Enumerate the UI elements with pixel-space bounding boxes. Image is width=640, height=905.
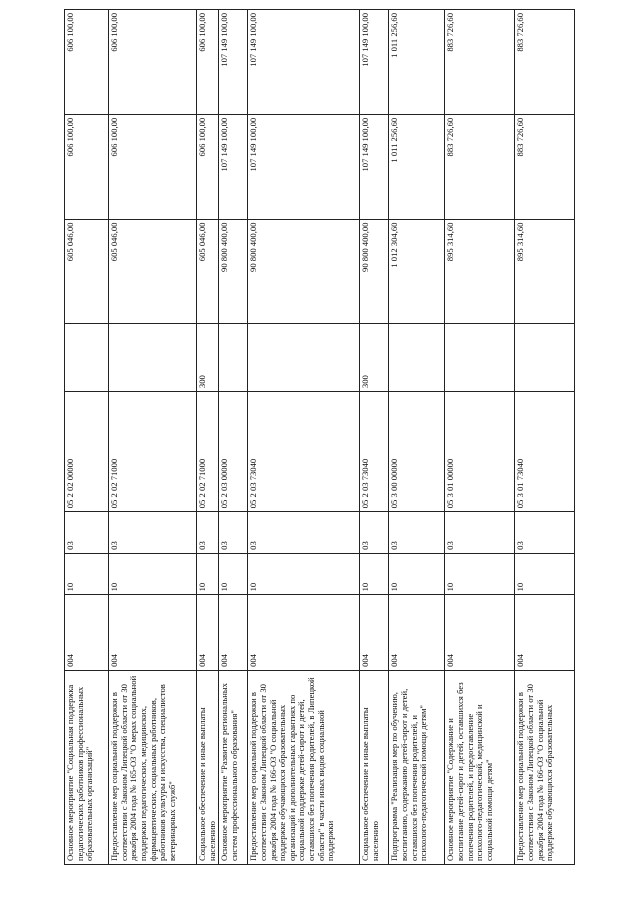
amount-year-1: 605 046,00 bbox=[109, 219, 197, 324]
subsection-code: 03 bbox=[248, 512, 360, 554]
admin-code: 004 bbox=[219, 595, 248, 670]
target-article-code: 05 2 03 73040 bbox=[248, 392, 360, 512]
row-name: Предоставление мер социальной поддержки в соответствии с Законом Липецкой области от 30 декабря 2004 года № 166-ОЗ "О социальной поддержке обучающихся образовательных организаций и дополнительных гарантиях по социальной поддержке детей-сирот и детей, оставшихся без попечения родителей, в Липецкой области" в части иных видов социальной поддержки bbox=[248, 670, 360, 864]
rotated-table-frame bbox=[64, 9, 555, 865]
subsection-code: 03 bbox=[515, 512, 575, 554]
amount-year-3: 1 011 256,60 bbox=[389, 10, 445, 115]
row-name: Основное мероприятие "Социальная поддержка педагогических работников профессиональных образовательных организаций" bbox=[65, 670, 109, 864]
subsection-code: 03 bbox=[445, 512, 515, 554]
target-article-code: 05 3 01 00000 bbox=[445, 392, 515, 512]
amount-year-2: 107 149 100,00 bbox=[248, 114, 360, 219]
subsection-code: 03 bbox=[389, 512, 445, 554]
row-name: Подпрограмма "Реализация мер по обучению, воспитанию, содержанию детей-сирот и детей, оставшихся без попечения родителей, и психолого-педагогической помощи детям" bbox=[389, 670, 445, 864]
section-code: 10 bbox=[109, 553, 197, 595]
target-article-code: 05 2 03 73040 bbox=[360, 392, 389, 512]
section-code: 10 bbox=[197, 553, 219, 595]
budget-table bbox=[64, 9, 575, 865]
table-row bbox=[515, 10, 575, 865]
expense-type-code bbox=[109, 324, 197, 392]
admin-code: 004 bbox=[515, 595, 575, 670]
table-row bbox=[219, 10, 248, 865]
section-code: 10 bbox=[219, 553, 248, 595]
row-name: Предоставление мер социальной поддержки в соответствии с Законом Липецкой области от 30 декабря 2004 года № 166-ОЗ "О социальной поддержке обучающихся образовательных bbox=[515, 670, 575, 864]
amount-year-3: 606 100,00 bbox=[197, 10, 219, 115]
amount-year-1: 895 314,60 bbox=[515, 219, 575, 324]
amount-year-1: 90 800 400,00 bbox=[360, 219, 389, 324]
subsection-code: 03 bbox=[109, 512, 197, 554]
admin-code: 004 bbox=[389, 595, 445, 670]
subsection-code: 03 bbox=[219, 512, 248, 554]
amount-year-3: 883 726,60 bbox=[445, 10, 515, 115]
section-code: 10 bbox=[65, 553, 109, 595]
target-article-code: 05 2 02 71000 bbox=[197, 392, 219, 512]
admin-code: 004 bbox=[197, 595, 219, 670]
admin-code: 004 bbox=[65, 595, 109, 670]
amount-year-3: 107 149 100,00 bbox=[360, 10, 389, 115]
expense-type-code bbox=[515, 324, 575, 392]
table-row bbox=[389, 10, 445, 865]
target-article-code: 05 3 01 73040 bbox=[515, 392, 575, 512]
amount-year-2: 606 100,00 bbox=[109, 114, 197, 219]
amount-year-1: 605 046,00 bbox=[65, 219, 109, 324]
amount-year-3: 606 100,00 bbox=[65, 10, 109, 115]
amount-year-3: 606 100,00 bbox=[109, 10, 197, 115]
table-row bbox=[65, 10, 109, 865]
target-article-code: 05 3 00 00000 bbox=[389, 392, 445, 512]
table-row bbox=[197, 10, 219, 865]
subsection-code: 03 bbox=[65, 512, 109, 554]
admin-code: 004 bbox=[109, 595, 197, 670]
amount-year-2: 606 100,00 bbox=[65, 114, 109, 219]
amount-year-1: 605 046,00 bbox=[197, 219, 219, 324]
target-article-code: 05 2 03 00000 bbox=[219, 392, 248, 512]
row-name: Социальное обеспечение и иные выплаты населению bbox=[360, 670, 389, 864]
expense-type-code bbox=[248, 324, 360, 392]
expense-type-code bbox=[445, 324, 515, 392]
table-row bbox=[445, 10, 515, 865]
table-row bbox=[360, 10, 389, 865]
expense-type-code: 300 bbox=[360, 324, 389, 392]
amount-year-1: 895 314,60 bbox=[445, 219, 515, 324]
amount-year-2: 107 149 100,00 bbox=[219, 114, 248, 219]
admin-code: 004 bbox=[445, 595, 515, 670]
amount-year-1: 90 800 400,00 bbox=[219, 219, 248, 324]
amount-year-2: 883 726,60 bbox=[515, 114, 575, 219]
row-name: Основное мероприятие "Развитие региональных систем профессионального образования" bbox=[219, 670, 248, 864]
amount-year-3: 107 149 100,00 bbox=[248, 10, 360, 115]
section-code: 10 bbox=[360, 553, 389, 595]
amount-year-2: 107 149 100,00 bbox=[360, 114, 389, 219]
row-name: Предоставление мер социальной поддержки в соответствии с Законом Липецкой области от 30 декабря 2004 года № 165-ОЗ "О мерах социальной поддержки педагогических, медицинских, фармацевтических, социальных работников, работников культуры и искусства, специалистов ветеринарных служб" bbox=[109, 670, 197, 864]
admin-code: 004 bbox=[248, 595, 360, 670]
target-article-code: 05 2 02 71000 bbox=[109, 392, 197, 512]
target-article-code: 05 2 02 00000 bbox=[65, 392, 109, 512]
table-row bbox=[109, 10, 197, 865]
amount-year-2: 606 100,00 bbox=[197, 114, 219, 219]
table-row bbox=[248, 10, 360, 865]
amount-year-3: 107 149 100,00 bbox=[219, 10, 248, 115]
expense-type-code bbox=[65, 324, 109, 392]
section-code: 10 bbox=[389, 553, 445, 595]
expense-type-code bbox=[219, 324, 248, 392]
amount-year-1: 1 012 304,60 bbox=[389, 219, 445, 324]
subsection-code: 03 bbox=[360, 512, 389, 554]
section-code: 10 bbox=[515, 553, 575, 595]
expense-type-code bbox=[389, 324, 445, 392]
section-code: 10 bbox=[248, 553, 360, 595]
amount-year-2: 883 726,60 bbox=[445, 114, 515, 219]
row-name: Основное мероприятие "Содержание и воспитание детей-сирот и детей, оставшихся без попечения родителей, и предоставление психолого-педагогической, медицинской и социальной помощи детям" bbox=[445, 670, 515, 864]
expense-type-code: 300 bbox=[197, 324, 219, 392]
amount-year-1: 90 800 400,00 bbox=[248, 219, 360, 324]
admin-code: 004 bbox=[360, 595, 389, 670]
row-name: Социальное обеспечение и иные выплаты населению bbox=[197, 670, 219, 864]
amount-year-3: 883 726,60 bbox=[515, 10, 575, 115]
section-code: 10 bbox=[445, 553, 515, 595]
amount-year-2: 1 011 256,60 bbox=[389, 114, 445, 219]
subsection-code: 03 bbox=[197, 512, 219, 554]
